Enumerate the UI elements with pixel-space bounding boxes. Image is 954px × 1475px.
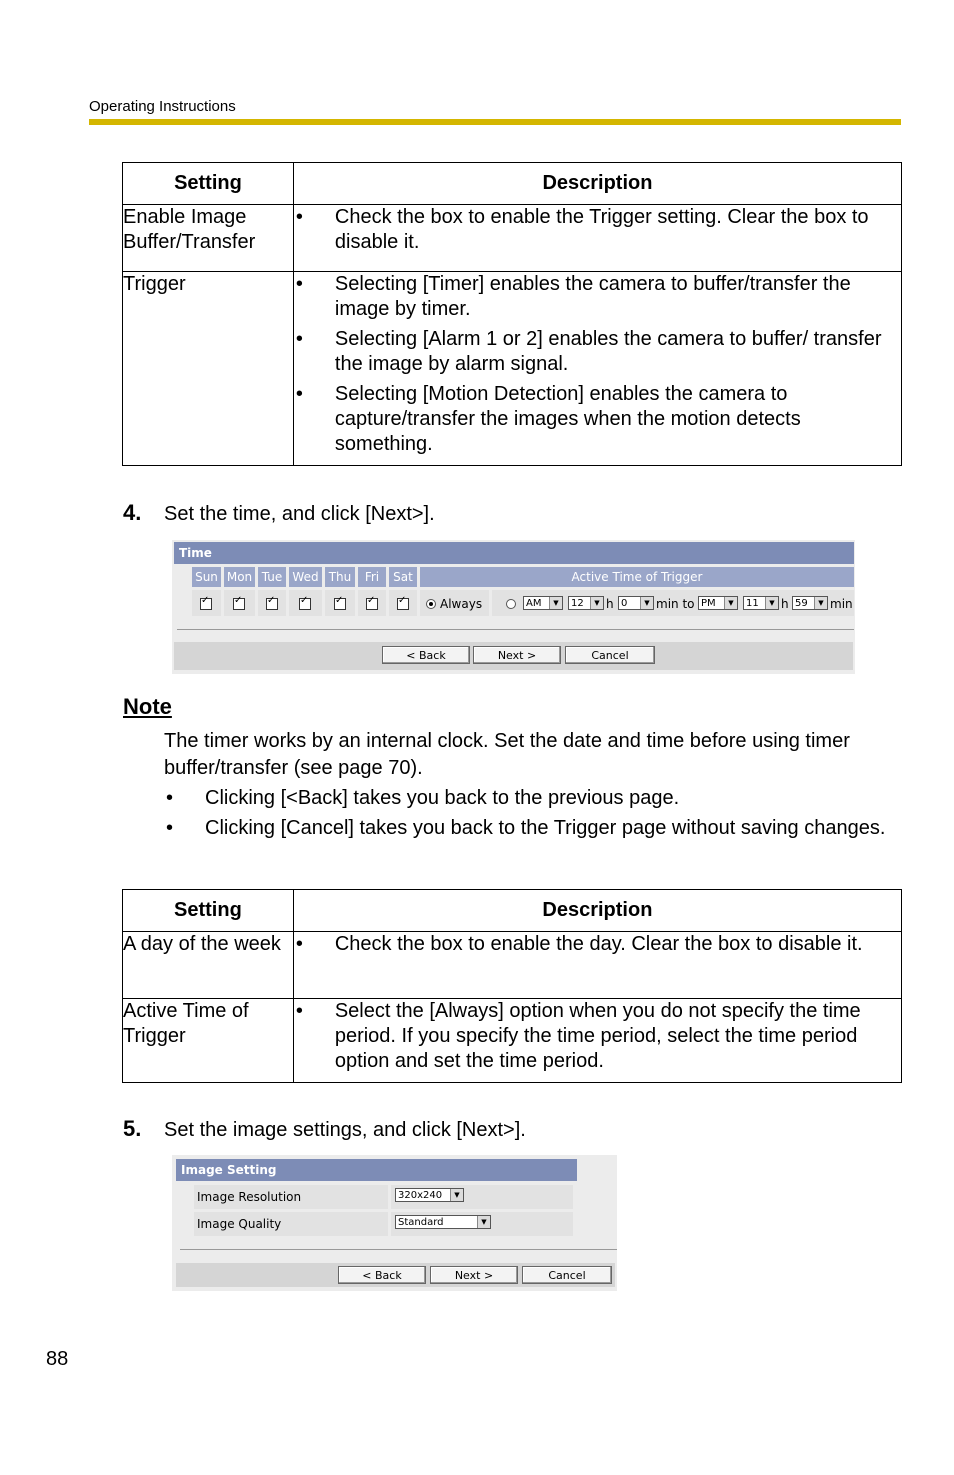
start-hour-select[interactable] <box>568 596 604 610</box>
setting-cell: Enable Image Buffer/Transfer <box>123 205 294 272</box>
bullet-icon: • <box>295 933 303 955</box>
panel-divider <box>180 1249 617 1250</box>
image-quality-select[interactable] <box>395 1215 491 1229</box>
bullet-icon: • <box>295 273 303 295</box>
start-minute-select[interactable] <box>618 596 654 610</box>
day-header-tue: Tue <box>258 567 286 587</box>
day-header-wed: Wed <box>289 567 322 587</box>
bullet-text: Clicking [Cancel] takes you back to the Trigger page without saving changes. <box>205 817 886 839</box>
table-row <box>123 932 902 999</box>
bullet-item <box>294 205 901 255</box>
bullet-icon: • <box>295 206 303 228</box>
end-ampm-select[interactable] <box>698 596 738 610</box>
day-header-sat: Sat <box>389 567 417 587</box>
step-text: Set the time, and click [Next>]. <box>164 503 435 525</box>
bullet-item <box>294 932 897 957</box>
table-row <box>123 272 902 466</box>
bullet-text: Selecting [Timer] enables the camera to buffer/transfer the image by timer. <box>334 273 851 320</box>
header-rule <box>89 119 901 125</box>
fri-checkbox[interactable] <box>366 598 378 610</box>
note-title: Note <box>123 694 172 719</box>
select-value: 0 <box>621 598 628 609</box>
select-value: 59 <box>795 598 808 609</box>
chevron-down-icon: ▼ <box>549 597 562 609</box>
chevron-down-icon: ▼ <box>814 597 827 609</box>
select-value: 11 <box>746 598 759 609</box>
select-value: AM <box>526 598 542 609</box>
table-header-setting: Setting <box>123 890 294 932</box>
min-to-label: min to <box>656 597 695 611</box>
active-time-header: Active Time of Trigger <box>420 567 854 587</box>
sat-checkbox[interactable] <box>397 598 409 610</box>
mon-checkbox[interactable] <box>233 598 245 610</box>
table-row <box>123 205 902 272</box>
chevron-down-icon: ▼ <box>590 597 603 609</box>
bullet-text: Select the [Always] option when you do not specify the time period. If you specify the time period, select the time period option and set the time period. <box>334 1000 861 1072</box>
end-hour-select[interactable] <box>743 596 779 610</box>
always-label: Always <box>440 597 483 611</box>
hour-unit-label: h <box>606 597 614 611</box>
bullet-item <box>294 382 901 457</box>
bullet-item <box>294 272 901 322</box>
chevron-down-icon: ▼ <box>477 1216 490 1228</box>
cancel-button[interactable]: Cancel <box>522 1266 612 1284</box>
select-value: PM <box>701 598 716 609</box>
chevron-down-icon: ▼ <box>450 1189 463 1201</box>
description-cell <box>293 205 901 272</box>
step-number: 4. <box>123 500 142 525</box>
day-header-thu: Thu <box>325 567 355 587</box>
select-value: Standard <box>398 1217 444 1228</box>
image-quality-label: Image Quality <box>197 1217 282 1231</box>
table-header-description: Description <box>293 890 901 932</box>
image-resolution-label: Image Resolution <box>197 1190 302 1204</box>
bullet-item <box>294 327 901 377</box>
min-unit-label: min <box>830 597 853 611</box>
cancel-button[interactable]: Cancel <box>565 646 655 664</box>
time-settings-panel <box>172 540 855 674</box>
step-5 <box>123 1116 526 1142</box>
bullet-text: Clicking [<Back] takes you back to the previous page. <box>205 787 680 809</box>
chevron-down-icon: ▼ <box>640 597 653 609</box>
bullet-icon: • <box>166 817 174 839</box>
tue-checkbox[interactable] <box>266 598 278 610</box>
header-title: Operating Instructions <box>89 98 236 115</box>
wed-checkbox[interactable] <box>299 598 311 610</box>
step-number: 5. <box>123 1116 142 1141</box>
thu-checkbox[interactable] <box>334 598 346 610</box>
chevron-down-icon: ▼ <box>765 597 778 609</box>
setting-cell: Trigger <box>123 272 294 466</box>
panel-title: Image Setting <box>176 1159 577 1181</box>
table-header-setting: Setting <box>123 163 294 205</box>
back-button[interactable]: < Back <box>382 646 470 664</box>
chevron-down-icon: ▼ <box>724 597 737 609</box>
description-cell <box>293 272 901 466</box>
next-button[interactable]: Next > <box>473 646 561 664</box>
next-button[interactable]: Next > <box>430 1266 518 1284</box>
select-value: 12 <box>571 598 584 609</box>
back-button[interactable]: < Back <box>338 1266 426 1284</box>
step-text: Set the image settings, and click [Next>]. <box>164 1119 526 1141</box>
time-settings-table <box>122 889 902 1083</box>
bullet-item <box>294 999 901 1074</box>
day-header-sun: Sun <box>192 567 221 587</box>
bullet-text: Check the box to enable the day. Clear the box to disable it. <box>334 933 863 955</box>
time-period-radio[interactable] <box>506 599 516 609</box>
day-header-fri: Fri <box>358 567 386 587</box>
always-radio[interactable] <box>426 599 436 609</box>
bullet-item <box>164 786 902 811</box>
start-ampm-select[interactable] <box>523 596 563 610</box>
trigger-settings-table <box>122 162 902 466</box>
panel-divider <box>177 629 854 630</box>
sun-checkbox[interactable] <box>200 598 212 610</box>
note-bullets <box>164 786 902 846</box>
description-cell <box>293 999 901 1083</box>
table-row <box>123 999 902 1083</box>
image-settings-panel <box>172 1155 617 1291</box>
setting-cell: A day of the week <box>123 932 294 999</box>
day-header-mon: Mon <box>224 567 255 587</box>
hour-unit-label: h <box>781 597 789 611</box>
bullet-text: Selecting [Alarm 1 or 2] enables the camera to buffer/ transfer the image by alarm signal. <box>334 328 882 375</box>
note-body: The timer works by an internal clock. Set the date and time before using timer buffer/transfer (see page 70). <box>164 730 850 779</box>
bullet-text: Check the box to enable the Trigger setting. Clear the box to disable it. <box>334 206 869 253</box>
bullet-icon: • <box>295 328 303 350</box>
bullet-text: Selecting [Motion Detection] enables the camera to capture/transfer the images when the motion detects something. <box>334 383 801 455</box>
table-header-description: Description <box>293 163 901 205</box>
bullet-icon: • <box>295 1000 303 1022</box>
step-4 <box>123 500 435 526</box>
panel-title: Time <box>174 542 854 564</box>
bullet-item <box>164 816 902 841</box>
image-resolution-select[interactable] <box>395 1188 464 1202</box>
bullet-icon: • <box>166 787 174 809</box>
end-minute-select[interactable] <box>792 596 828 610</box>
page-number: 88 <box>46 1348 69 1370</box>
select-value: 320x240 <box>398 1190 443 1201</box>
description-cell <box>293 932 901 999</box>
setting-cell: Active Time of Trigger <box>123 999 294 1083</box>
bullet-icon: • <box>295 383 303 405</box>
